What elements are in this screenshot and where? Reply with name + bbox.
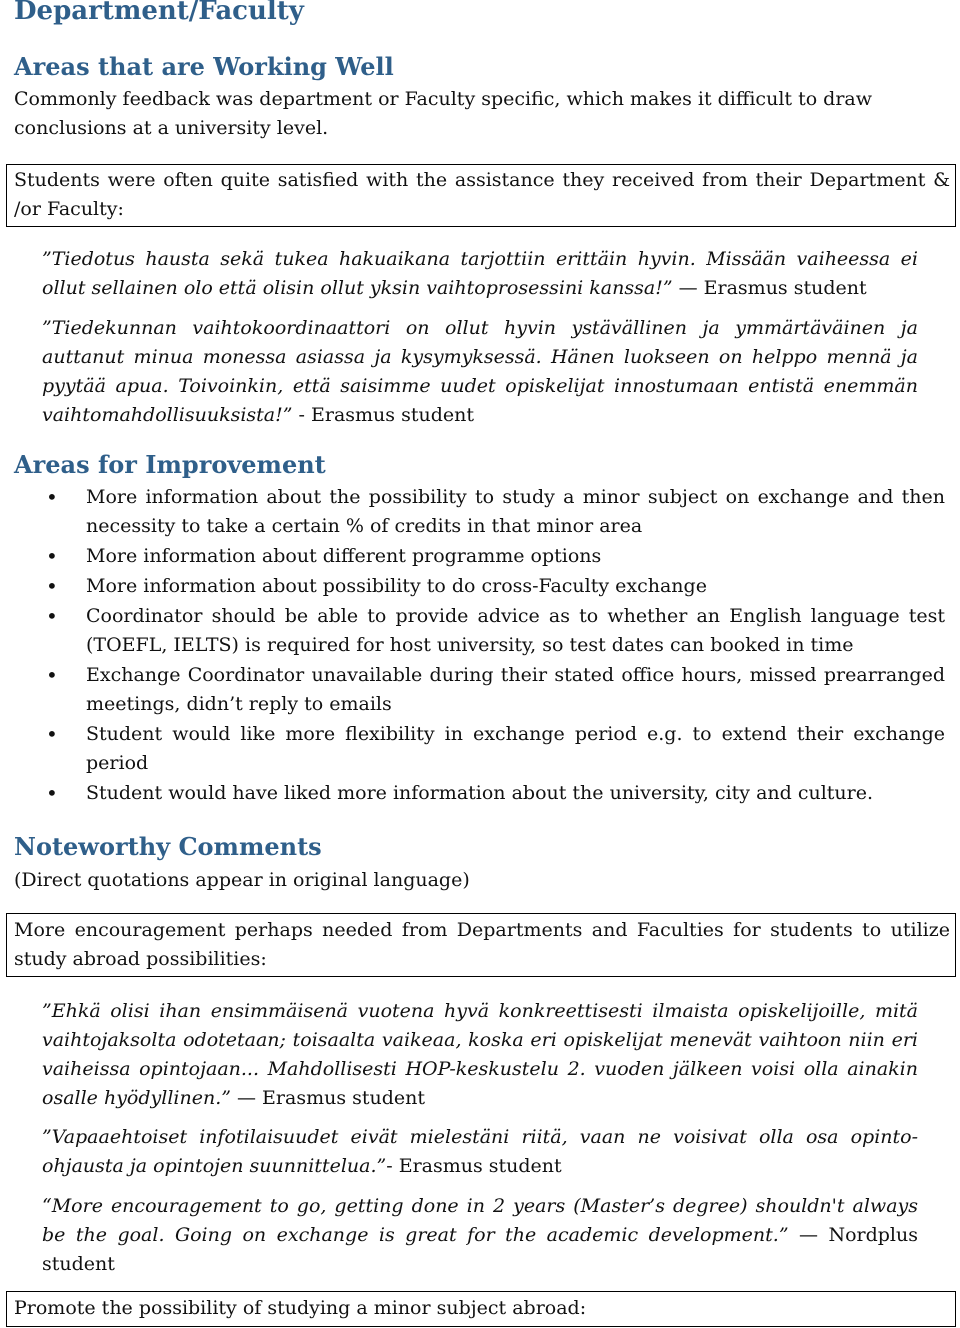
list-item: • More information about possibility to do cross-Faculty exchange [40,572,945,601]
intro-paragraph: Commonly feedback was department or Faculty specific, which makes it difficult to draw conclusions at a university level. [14,88,873,139]
quote-attribution: — Erasmus student [672,277,867,299]
quote-text: “More encouragement to go, getting done in 2 years (Master’s degree) shouldn't always be the goal. Going on exchange is great for the academic development.” [42,1195,918,1246]
quote-attribution: - Erasmus student [292,404,474,426]
quote-block [42,1192,918,1279]
list-item: • More information about different programme options [40,542,945,571]
callout-box-encouragement [6,913,956,977]
quote-text: ”Vapaaehtoiset infotilaisuudet eivät mielestäni riitä, vaan ne voisivat olla osa opinto-ohjausta ja opintojen suunnittelua.” [42,1126,918,1177]
callout-box-satisfied [6,164,956,227]
list-item: • Student would have liked more information about the university, city and culture. [40,779,945,808]
list-item: • Coordinator should be able to provide advice as to whether an English language test (TOEFL, IELTS) is required for host university, so test dates can booked in time [40,602,945,660]
quote-block [42,314,918,430]
page-title: Department/Faculty [14,0,304,26]
list-item: • Student would like more flexibility in exchange period e.g. to extend their exchange period [40,720,945,778]
improvement-list [40,483,945,809]
quote-text: ”Tiedekunnan vaihtokoordinaattori on ollut hyvin ystävällinen ja ymmärtäväinen ja auttanut minua monessa asiassa ja kysymyksessä. Hänen luokseen on helppo mennä ja pyytää apua. Toivoinkin, että saisimme uudet opiskelijat innostumaan entistä enemmän vaihtomahdollisuuksista!” [42,317,918,426]
quote-text: ”Ehkä olisi ihan ensimmäisenä vuotena hyvä konkreettisesti ilmaista opiskelijoille, mitä vaihtojaksolta odotetaan; toisaalta vaikeaa, koska eri opiskelijat menevät vaihtoon niin eri vaiheissa opintojaan... Mahdollisesti HOP-keskustelu 2. vuoden jälkeen voisi olla ainakin osalle hyödyllinen.” [42,1000,918,1109]
heading-improvement: Areas for Improvement [14,450,326,479]
callout-box-minor-subject [6,1291,956,1327]
callout-text: More encouragement perhaps needed from Departments and Faculties for students to utilize study abroad possibilities: [14,919,950,970]
heading-working-well: Areas that are Working Well [14,52,394,81]
list-item: • More information about the possibility to study a minor subject on exchange and then necessity to take a certain % of credits in that minor area [40,483,945,541]
list-item: • Exchange Coordinator unavailable during their stated office hours, missed prearranged meetings, didn’t reply to emails [40,661,945,719]
quote-block [42,1123,918,1181]
quote-block [42,245,918,303]
heading-noteworthy: Noteworthy Comments [14,832,322,861]
quote-block [42,997,918,1113]
quote-attribution: — Erasmus student [230,1087,426,1109]
quote-attribution: — Nordplus student [42,1224,918,1275]
callout-text: Promote the possibility of studying a minor subject abroad: [14,1297,587,1319]
quote-attribution: - Erasmus student [386,1155,562,1177]
callout-text: Students were often quite satisfied with the assistance they received from their Department & /or Faculty: [14,169,950,220]
note-paragraph: (Direct quotations appear in original language) [14,869,470,891]
quote-text: ”Tiedotus hausta sekä tukea hakuaikana tarjottiin erittäin hyvin. Missään vaiheessa ei ollut sellainen olo että olisin ollut yksin vaihtoprosessini kanssa!” [42,248,918,299]
